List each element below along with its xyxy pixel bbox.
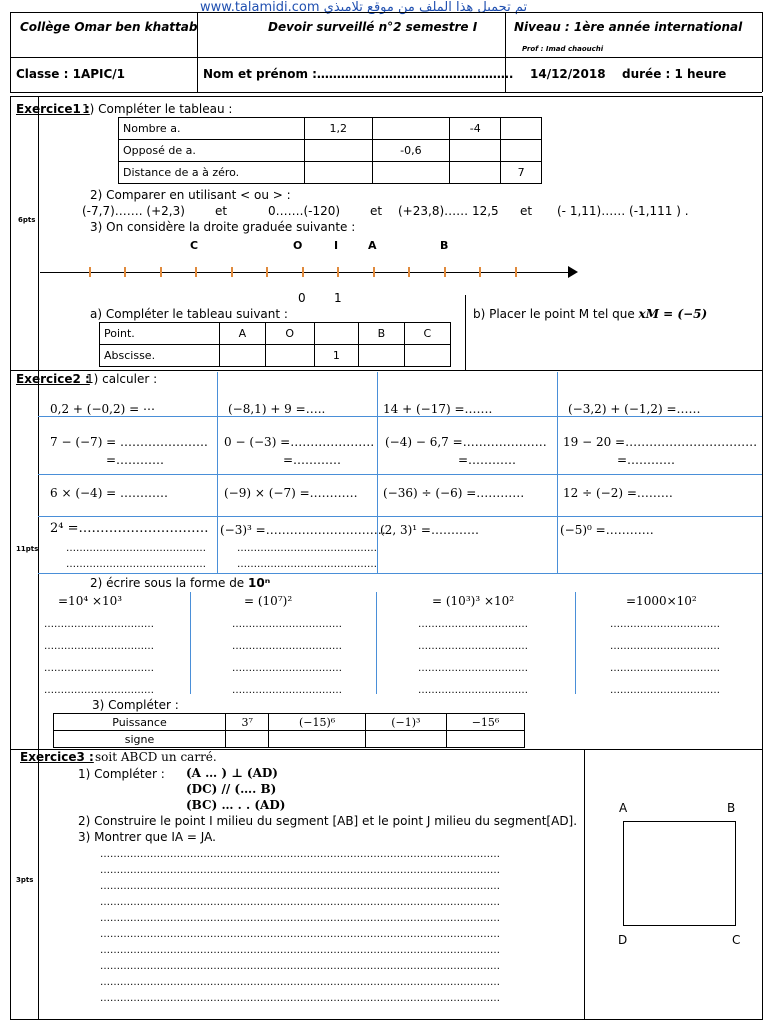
calc-13[interactable]: 2⁴ =………………………… bbox=[50, 521, 209, 536]
exam-title: Devoir surveillé n°2 semestre I bbox=[268, 20, 478, 34]
axis-label-I: I bbox=[334, 239, 339, 252]
date: 14/12/2018 bbox=[530, 67, 606, 81]
calc-3[interactable]: 14 + (−17) =……. bbox=[383, 402, 493, 416]
ex3-q1: 1) Compléter : bbox=[78, 767, 165, 781]
ex3-intro: soit ABCD un carré. bbox=[95, 750, 217, 764]
ex2-points: 11pts bbox=[16, 545, 39, 553]
axis-number-1: 1 bbox=[334, 291, 342, 305]
calc-12[interactable]: 12 ÷ (−2) =……… bbox=[563, 486, 673, 500]
opposite-table: Nombre a. 1,2 -4 Opposé de a. -0,6 Distance de a à zéro. 7 bbox=[118, 117, 542, 184]
ex3-q3: 3) Montrer que IA = JA. bbox=[78, 830, 216, 844]
calc-1[interactable]: 0,2 + (−0,2) = ⋯ bbox=[50, 402, 155, 416]
prof: Prof : Imad chaouchi bbox=[522, 45, 604, 53]
power-1: =10⁴ ×10³ bbox=[58, 594, 123, 608]
axis-number-0: 0 bbox=[298, 291, 306, 305]
ex1-q3: 3) On considère la droite graduée suivante : bbox=[90, 220, 356, 234]
calc-11[interactable]: (−36) ÷ (−6) =………… bbox=[383, 486, 525, 500]
compare-3[interactable]: (+23,8)…… 12,5 bbox=[398, 204, 499, 218]
abscissa-table: Point. A O B C Abscisse. 1 bbox=[99, 322, 451, 367]
power-3: = (10³)³ ×10² bbox=[432, 594, 515, 608]
site-watermark[interactable]: www.talamidi.com تم تحميل هذا الملف من موقع تلاميذي bbox=[200, 0, 528, 15]
school-name: Collège Omar ben khattab bbox=[20, 20, 198, 34]
vertex-A: A bbox=[619, 801, 628, 815]
ex2-q1: 1) calculer : bbox=[86, 372, 158, 386]
square-abcd[interactable] bbox=[623, 821, 736, 926]
calc-9[interactable]: 6 × (−4) = ………… bbox=[50, 486, 169, 500]
ex1-q1: 1) Compléter le tableau : bbox=[82, 102, 233, 116]
calc-7[interactable]: (−4) − 6,7 =………………… bbox=[385, 435, 547, 449]
sign-table: Puissance 3⁷ (−15)⁶ (−1)³ −15⁶ signe bbox=[53, 713, 525, 748]
compare-2[interactable]: 0…….(-120) bbox=[268, 204, 341, 218]
ex3-points: 3pts bbox=[16, 876, 34, 884]
vertex-B: B bbox=[727, 801, 736, 815]
calc-10[interactable]: (−9) × (−7) =………… bbox=[224, 486, 358, 500]
axis-label-C: C bbox=[190, 239, 199, 252]
arrow-icon bbox=[568, 266, 578, 278]
calc-5[interactable]: 7 − (−7) = …………………. bbox=[50, 435, 208, 449]
exercise2-title: Exercice2 : bbox=[16, 372, 90, 386]
ex1-qb: b) Placer le point M tel que xM = (−5) bbox=[473, 307, 708, 321]
compare-1[interactable]: (-7,7)……. (+2,3) bbox=[82, 204, 185, 218]
calc-8[interactable]: 19 − 20 =…………………………… bbox=[563, 435, 758, 449]
student-name-field[interactable]: Nom et prénom :…………………………………………. bbox=[203, 67, 514, 81]
axis-label-B: B bbox=[440, 239, 449, 252]
complete-1[interactable]: (A … ) ⊥ (AD) bbox=[186, 766, 278, 780]
class: Classe : 1APIC/1 bbox=[16, 67, 126, 81]
calc-16[interactable]: (−5)⁰ =………… bbox=[560, 523, 654, 537]
ex2-q3: 3) Compléter : bbox=[92, 698, 179, 712]
vertex-D: D bbox=[618, 933, 628, 947]
number-line[interactable] bbox=[40, 272, 570, 273]
ex1-points: 6pts bbox=[18, 216, 36, 224]
exercise3-title: Exercice3 : bbox=[20, 750, 94, 764]
level: Niveau : 1ère année international bbox=[514, 20, 743, 34]
vertex-C: C bbox=[732, 933, 741, 947]
axis-label-A: A bbox=[368, 239, 377, 252]
complete-2[interactable]: (DC) // (…. B) bbox=[186, 782, 277, 796]
axis-label-O: O bbox=[293, 239, 303, 252]
complete-3[interactable]: (BC) … . . (AD) bbox=[186, 798, 286, 812]
calc-6[interactable]: 0 − (−3) =………………… bbox=[224, 435, 375, 449]
power-2: = (10⁷)² bbox=[244, 594, 293, 608]
calc-2[interactable]: (−8,1) + 9 =….. bbox=[228, 402, 326, 416]
ex2-q2: 2) écrire sous la forme de 10ⁿ bbox=[90, 576, 271, 590]
exercise1-title: Exercice1 : bbox=[16, 102, 90, 116]
power-4: =1000×10² bbox=[626, 594, 697, 608]
ex1-qa: a) Compléter le tableau suivant : bbox=[90, 307, 288, 321]
duration: durée : 1 heure bbox=[622, 67, 727, 81]
compare-4[interactable]: (- 1,11)…… (-1,111 ) . bbox=[557, 204, 689, 218]
calc-14[interactable]: (−3)³ =………………………… bbox=[220, 523, 386, 537]
ex3-q2: 2) Construire le point I milieu du segment [AB] et le point J milieu du segment[AD]. bbox=[78, 814, 578, 828]
ex1-q2: 2) Comparer en utilisant < ou > : bbox=[90, 188, 291, 202]
calc-15[interactable]: (2, 3)¹ =………… bbox=[380, 523, 479, 537]
calc-4[interactable]: (−3,2) + (−1,2) =…… bbox=[568, 402, 701, 416]
